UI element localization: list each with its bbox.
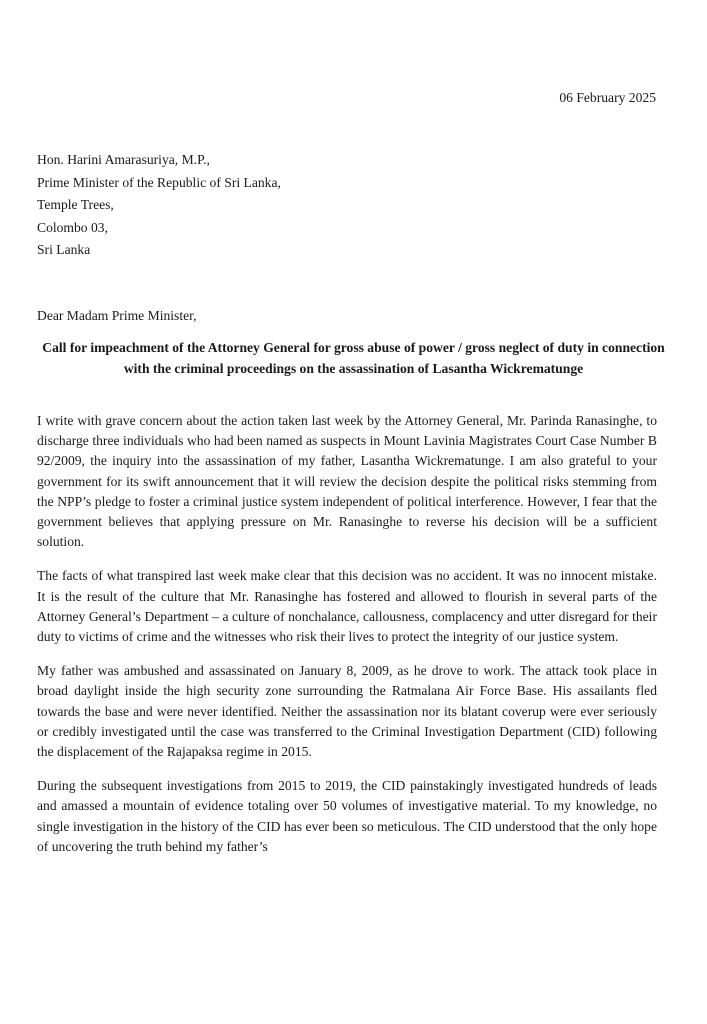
address-line-name: Hon. Harini Amarasuriya, M.P.,	[37, 152, 210, 167]
body-paragraph-4: During the subsequent investigations from 2015 to 2019, the CID painstakingly investigated hundreds of leads and amassed a mountain of evidence totaling over 50 volumes of investigative material. To my knowledge, no single investigation in the history of the CID has ever been so meticulous. The CID understood that the only hope of uncovering the truth behind my father’s	[37, 778, 657, 854]
letter-body	[37, 411, 657, 871]
body-paragraph-3: My father was ambushed and assassinated on January 8, 2009, as he drove to work. The attack took place in broad daylight inside the high security zone surrounding the Ratmalana Air Force Base. His assailants fled towards the base and were never identified. Neither the assassination nor its blatant coverup were ever seriously or credibly investigated until the case was transferred to the Criminal Investigation Department (CID) following the displacement of the Rajapaksa regime in 2015.	[37, 663, 657, 760]
address-line-country: Sri Lanka	[37, 242, 91, 257]
body-paragraph-1: I write with grave concern about the action taken last week by the Attorney General, Mr. Parinda Ranasinghe, to discharge three individuals who had been named as suspects in Mount Lavinia Magistrates Court Case Number B 92/2009, the inquiry into the assassination of my father, Lasantha Wickrematunge. I am also grateful to your government for its swift announcement that it will review the decision despite the political risks stemming from the NPP’s pledge to foster a criminal justice system independent of political interference. However, I fear that the government believes that applying pressure on Mr. Ranasinghe to reverse his decision will be a sufficient solution.	[37, 413, 657, 550]
body-paragraph-2: The facts of what transpired last week make clear that this decision was no accident. It was no innocent mistake. It is the result of the culture that Mr. Ranasinghe has fostered and allowed to flourish in several parts of the Attorney General’s Department – a culture of nonchalance, callousness, complacency and utter disregard for their duty to victims of crime and the witnesses who risk their lives to protect the integrity of our justice system.	[37, 568, 657, 645]
address-line-title: Prime Minister of the Republic of Sri Lanka,	[37, 174, 281, 190]
subject-heading: Call for impeachment of the Attorney General for gross abuse of power / gross neglect of duty in connection with the criminal proceedings on the assassination of Lasantha Wickrematunge	[42, 340, 665, 376]
recipient-address	[37, 149, 281, 262]
address-line-residence: Temple Trees,	[37, 197, 114, 212]
address-line-city: Colombo 03,	[37, 219, 108, 235]
letter-date: 06 February 2025	[559, 90, 656, 105]
salutation: Dear Madam Prime Minister,	[37, 308, 197, 323]
